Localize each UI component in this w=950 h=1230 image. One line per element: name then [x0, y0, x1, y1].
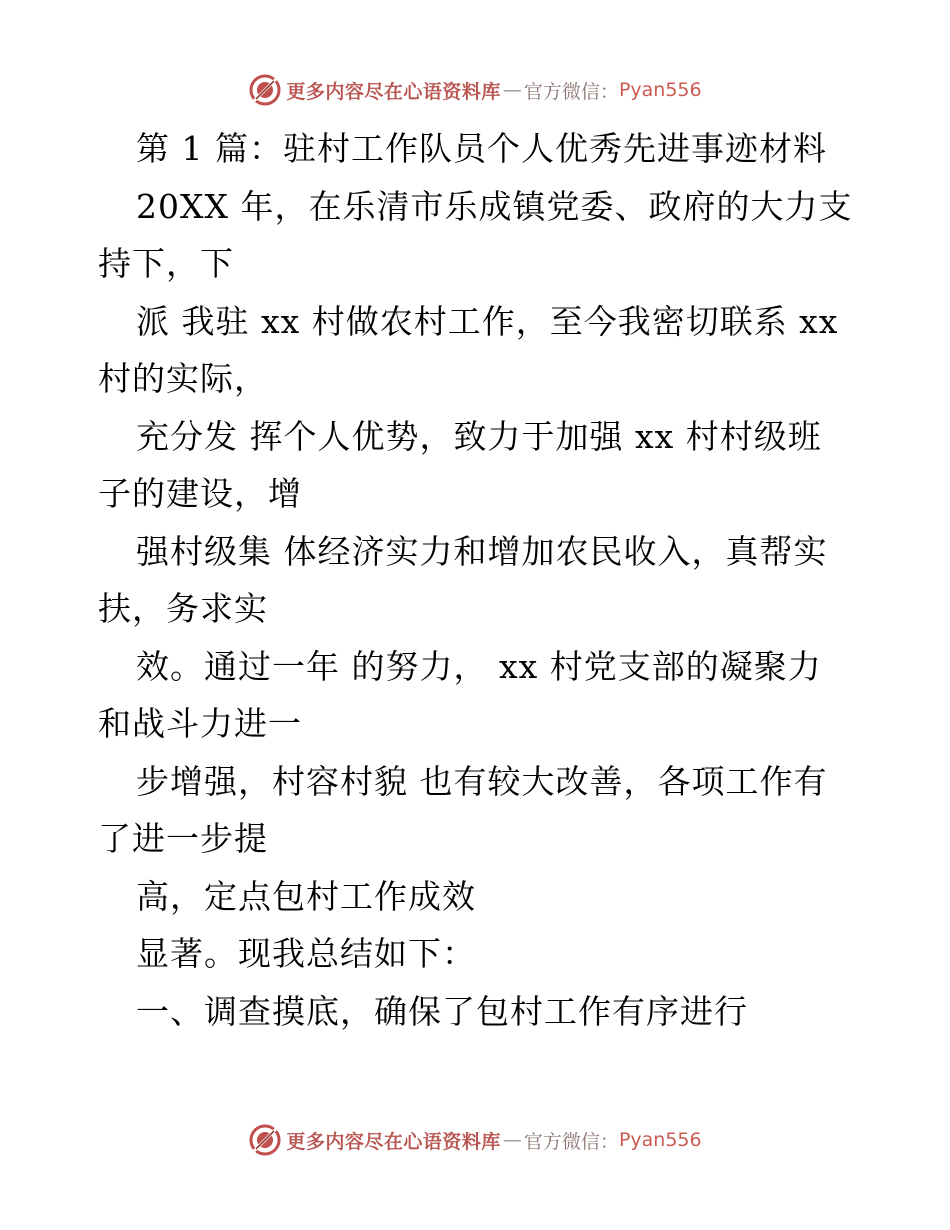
- footer-watermark: [0, 1120, 950, 1160]
- logo-icon: [248, 1123, 282, 1157]
- paragraph-line: 效。通过一年 的努力， xx 村党支部的凝聚力: [136, 646, 822, 686]
- watermark-text: 更多内容尽在心语资料库: [286, 80, 501, 103]
- paragraph-line: 了进一步提: [98, 819, 268, 858]
- document-title: 第 1 篇：驻村工作队员个人优秀先进事迹材料: [136, 129, 827, 168]
- watermark-dash: —: [502, 79, 522, 101]
- paragraph-line: 显著。现我总结如下：: [136, 934, 476, 973]
- logo-icon: [248, 73, 282, 107]
- watermark-contact-label: 官方微信：: [523, 1130, 619, 1153]
- paragraph-line: 高，定点包村工作成效: [136, 876, 476, 916]
- watermark-account: Pyan556: [618, 1129, 702, 1151]
- paragraph-line: 持下，下: [98, 244, 234, 283]
- paragraph-line: 充分发 挥个人优势，致力于加强 xx 村村级班: [136, 416, 822, 456]
- watermark-text: 更多内容尽在心语资料库: [286, 1130, 501, 1153]
- paragraph-line: 和战斗力进一: [98, 704, 302, 743]
- header-watermark: [0, 70, 950, 110]
- paragraph-line: 村的实际，: [98, 359, 268, 398]
- paragraph-line: 扶，务求实: [98, 589, 268, 628]
- watermark-contact-label: 官方微信：: [523, 80, 619, 103]
- paragraph-line: 子的建设，增: [98, 474, 302, 513]
- paragraph-line: 派 我驻 xx 村做农村工作，至今我密切联系 xx: [136, 301, 839, 341]
- paragraph-line: 步增强，村容村貌 也有较大改善，各项工作有: [136, 761, 828, 801]
- paragraph-line: 强村级集 体经济实力和增加农民收入，真帮实: [136, 531, 828, 571]
- paragraph-line: 20XX 年，在乐清市乐成镇党委、政府的大力支: [136, 186, 853, 226]
- section-heading: 一、调查摸底，确保了包村工作有序进行: [136, 991, 748, 1031]
- watermark-account: Pyan556: [618, 79, 702, 101]
- document-body: [98, 120, 858, 1040]
- watermark-dash: —: [502, 1129, 522, 1151]
